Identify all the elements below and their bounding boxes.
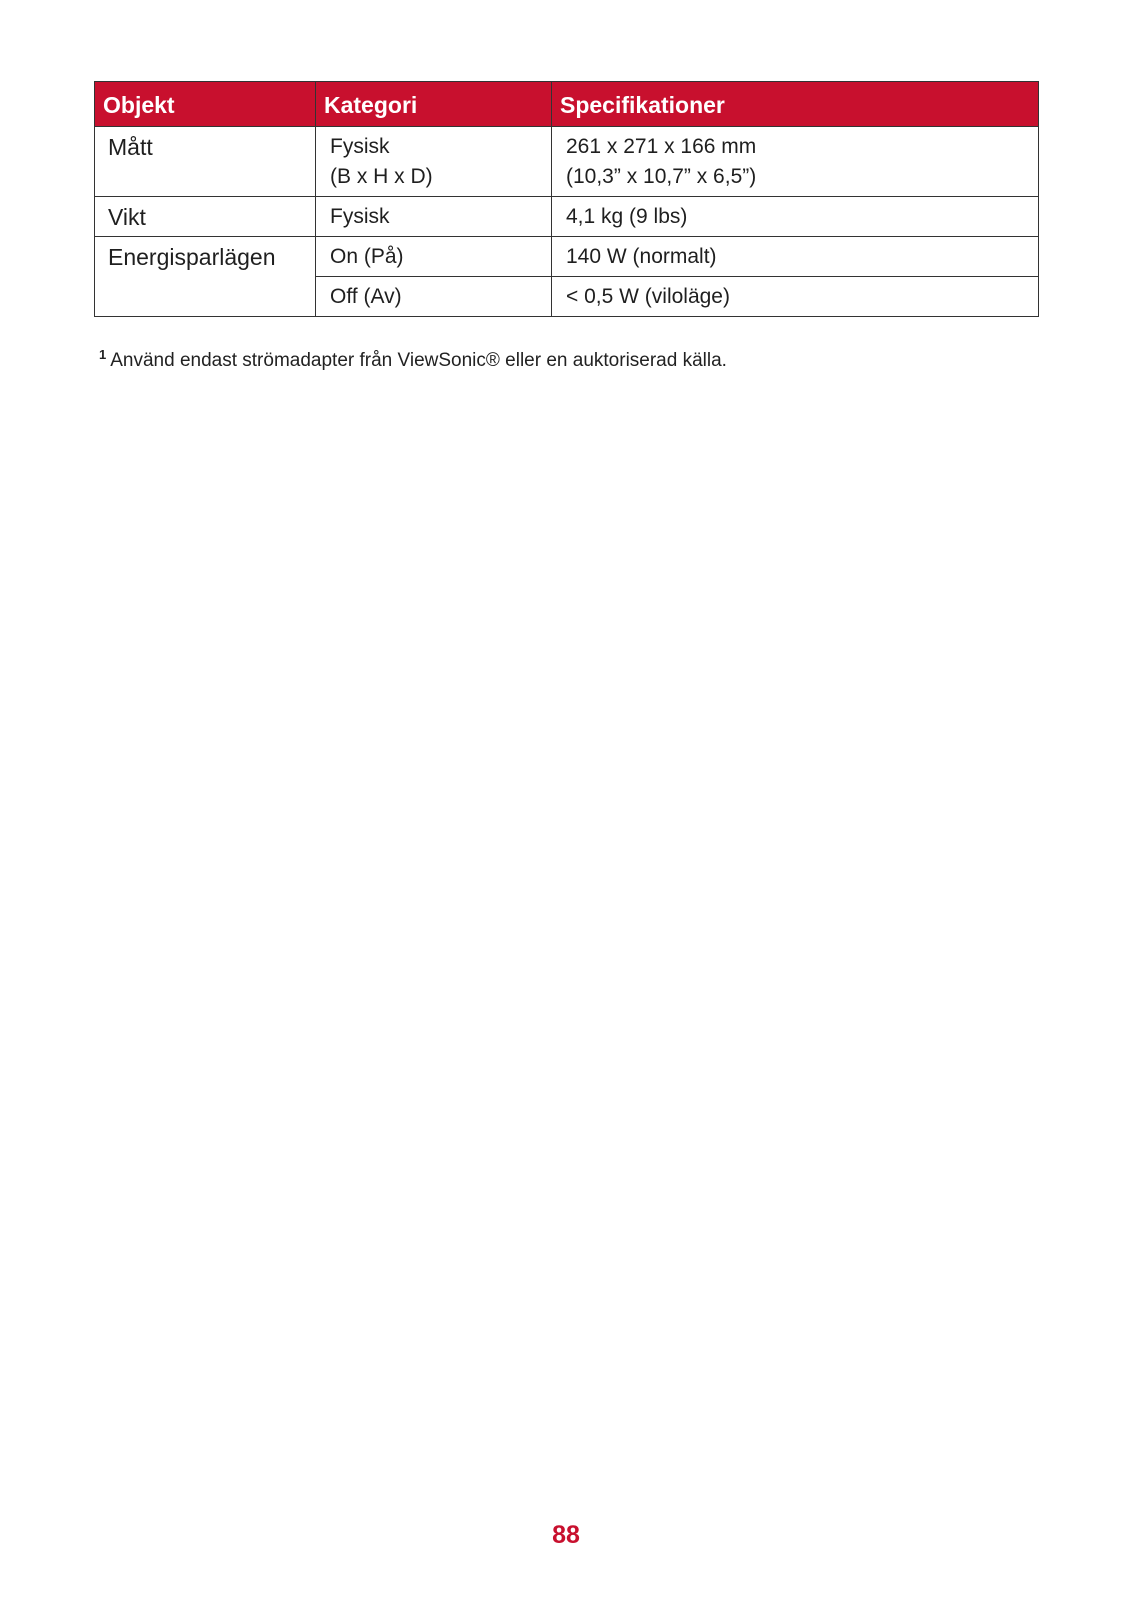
spec-line: 261 x 271 x 166 mm xyxy=(566,135,757,158)
footnote-marker: 1 xyxy=(99,347,107,362)
category-on: On (På) xyxy=(316,237,552,277)
category-off: Off (Av) xyxy=(316,277,552,317)
item-vikt: Vikt xyxy=(95,197,316,237)
table-row xyxy=(95,237,1039,277)
category-matt xyxy=(316,127,552,197)
header-objekt: Objekt xyxy=(95,82,316,127)
item-matt: Mått xyxy=(95,127,316,197)
category-line: (B x H x D) xyxy=(330,165,433,188)
header-kategori: Kategori xyxy=(316,82,552,127)
spec-off: < 0,5 W (viloläge) xyxy=(552,277,1039,317)
table-row xyxy=(95,127,1039,197)
table-header-row xyxy=(95,82,1039,127)
footnote-text: Använd endast strömadapter från ViewSonic® eller en auktoriserad källa. xyxy=(110,350,727,371)
spec-line: (10,3” x 10,7” x 6,5”) xyxy=(566,165,757,188)
table-row xyxy=(95,197,1039,237)
item-energisparlagen: Energisparlägen xyxy=(95,237,316,317)
page-number: 88 xyxy=(552,1521,580,1549)
header-specifikationer: Specifikationer xyxy=(552,82,1039,127)
spec-on: 140 W (normalt) xyxy=(552,237,1039,277)
footnote xyxy=(99,347,727,372)
spec-vikt: 4,1 kg (9 lbs) xyxy=(552,197,1039,237)
spec-matt xyxy=(552,127,1039,197)
specifications-table xyxy=(94,81,1039,317)
category-vikt: Fysisk xyxy=(316,197,552,237)
category-line: Fysisk xyxy=(330,135,390,158)
